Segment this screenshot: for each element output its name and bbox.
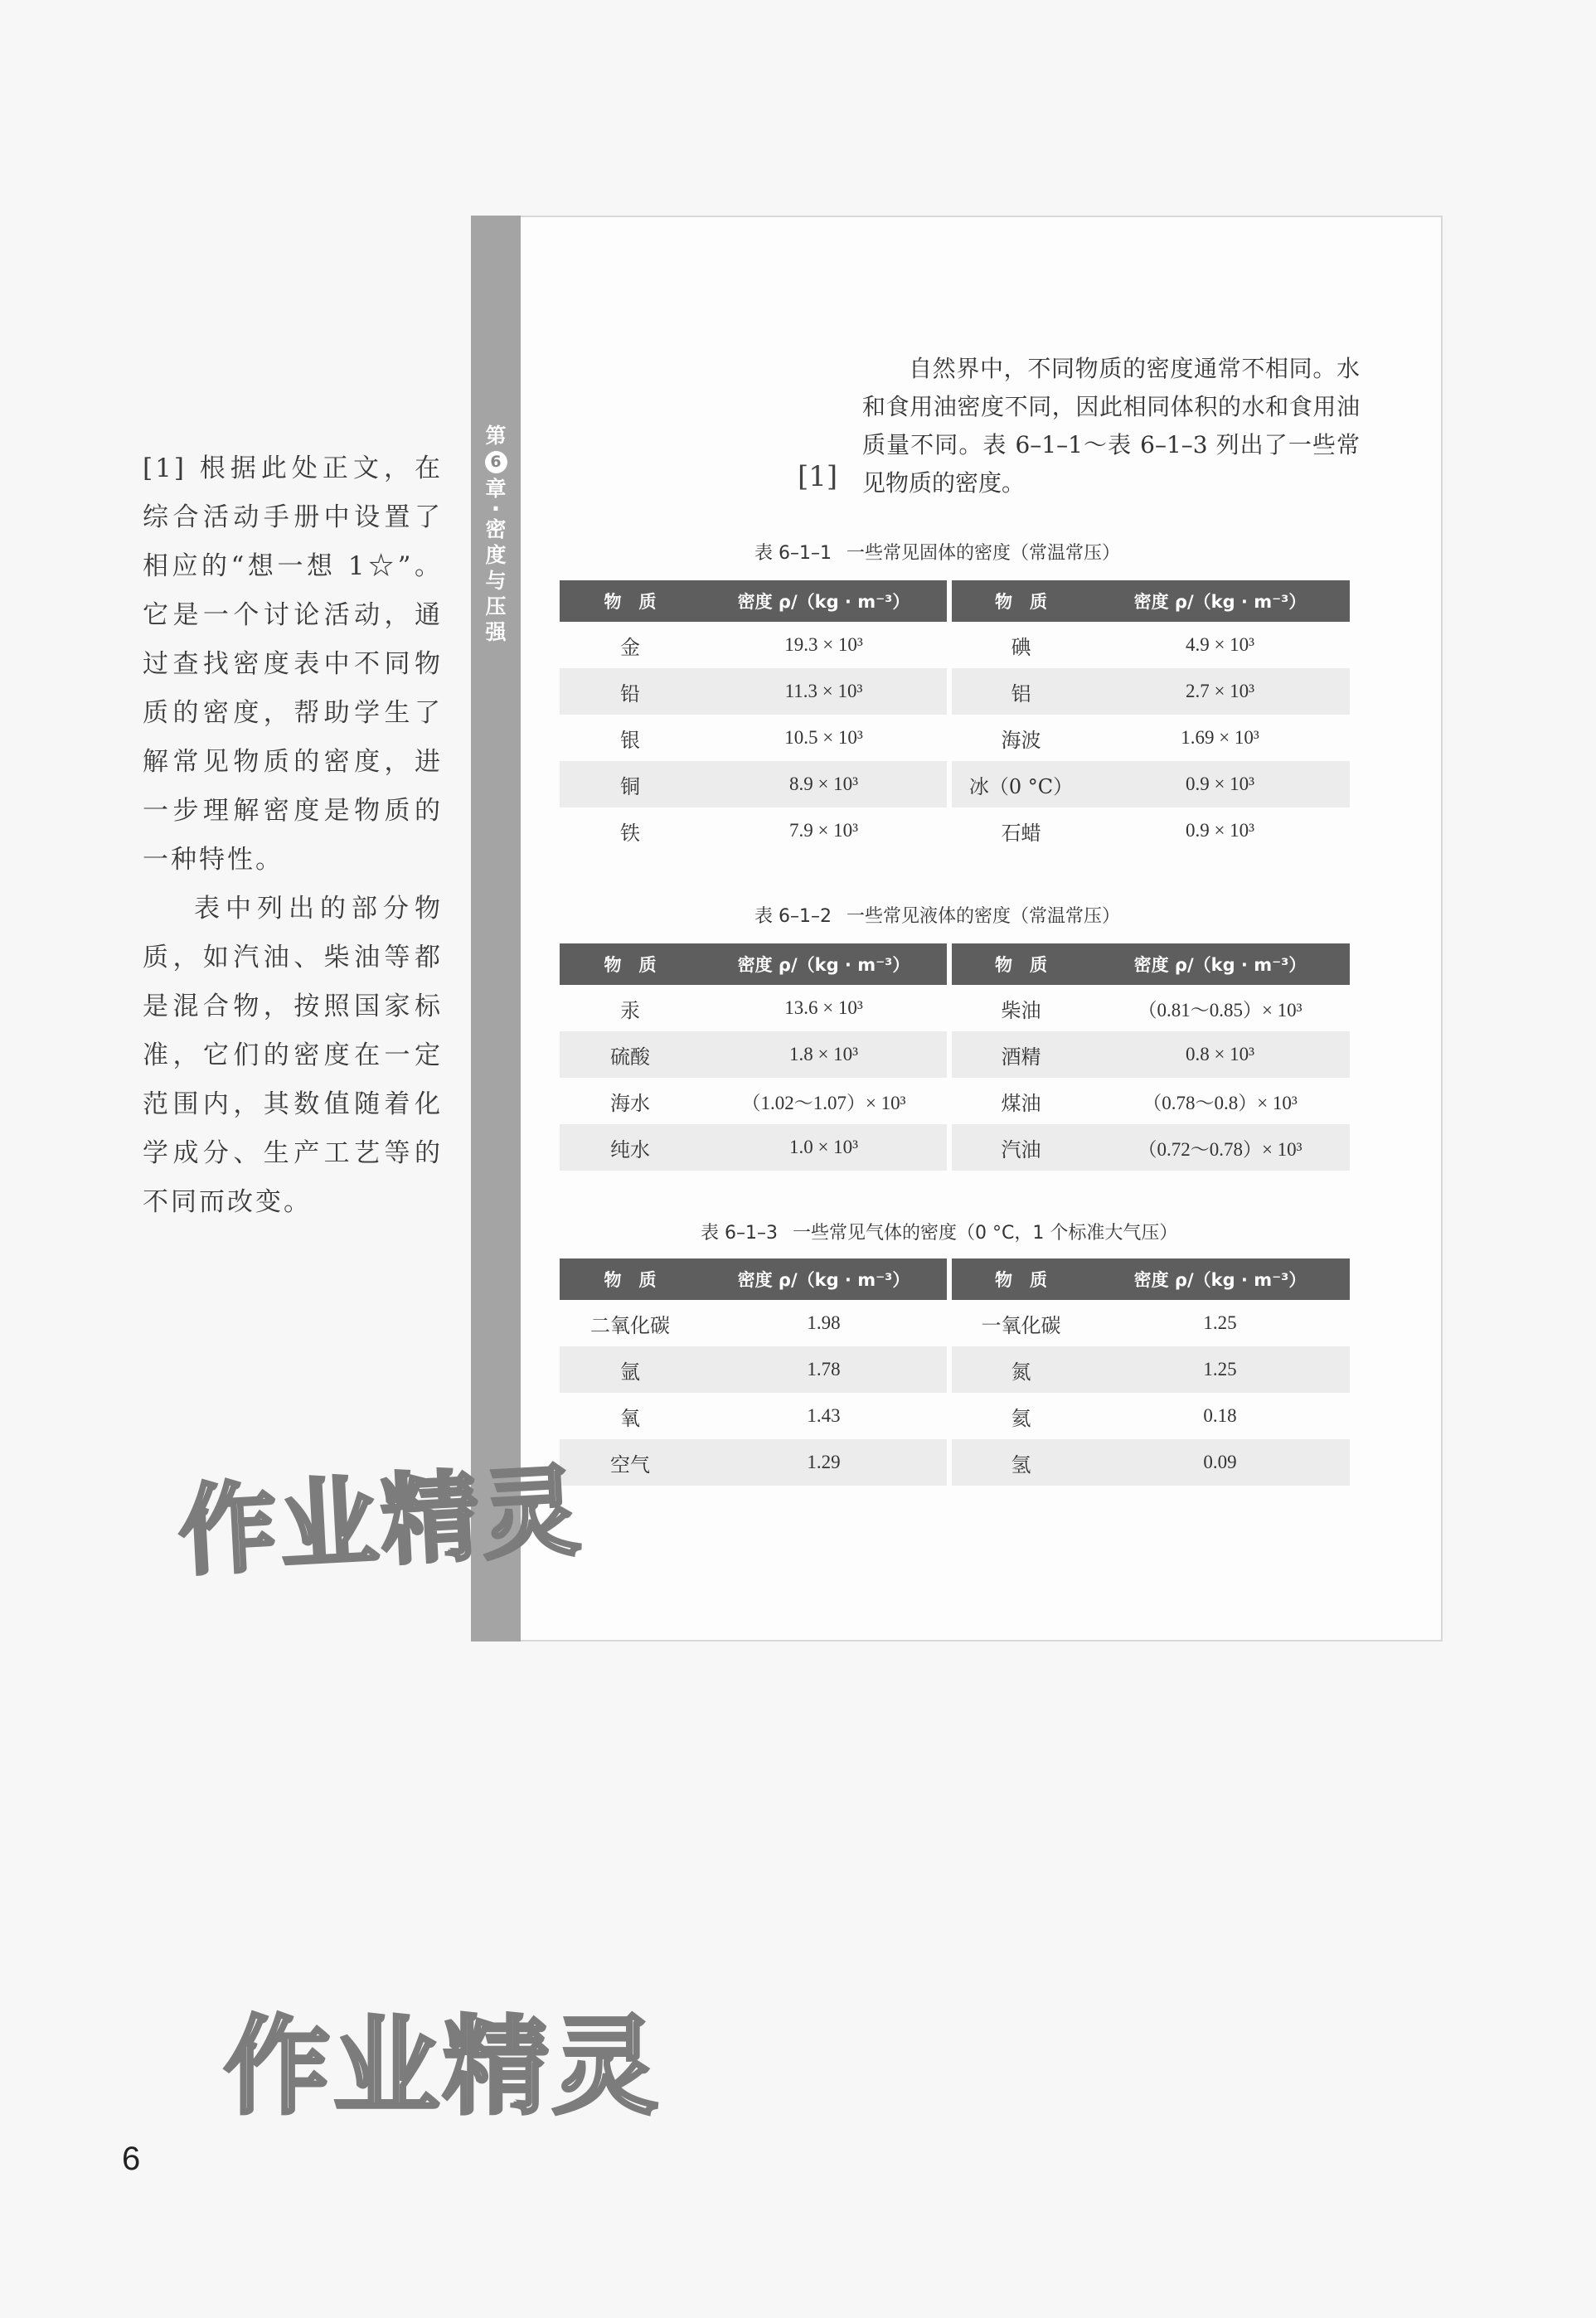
substance-cell: 纯水 [560, 1124, 701, 1171]
header-cell: 密度 ρ/（kg · m⁻³） [701, 580, 949, 622]
density-cell: （1.02～1.07）× 10³ [701, 1078, 949, 1124]
table-number: 表 6–1–3 [701, 1223, 778, 1244]
substance-cell: 氮 [949, 1346, 1090, 1393]
table-row [560, 715, 1350, 761]
substance-cell: 海波 [949, 715, 1090, 761]
header-cell: 密度 ρ/（kg · m⁻³） [1090, 580, 1350, 622]
density-cell: 13.6 × 10³ [701, 985, 949, 1031]
intro-paragraph [862, 350, 1360, 502]
density-cell: 0.8 × 10³ [1090, 1031, 1350, 1078]
table-header-row [560, 580, 1350, 622]
table-header-row [560, 943, 1350, 985]
table-row [560, 807, 1350, 854]
table-title: 一些常见液体的密度（常温常压） [847, 906, 1121, 927]
table-title: 一些常见气体的密度（0 °C，1 个标准大气压） [793, 1223, 1178, 1244]
table-row [560, 1300, 1350, 1346]
chapter-number-badge: 6 [485, 451, 507, 473]
substance-cell: 铅 [560, 668, 701, 715]
density-cell: 1.25 [1090, 1346, 1350, 1393]
substance-cell: 金 [560, 622, 701, 668]
table-number: 表 6–1–1 [754, 543, 832, 564]
density-cell: 1.25 [1090, 1300, 1350, 1346]
density-table-solids [560, 580, 1350, 854]
table-row [560, 622, 1350, 668]
density-cell: 0.9 × 10³ [1090, 807, 1350, 854]
chapter-title-c4: 压 [485, 594, 507, 618]
header-cell: 物 质 [560, 943, 701, 985]
table-caption-3 [701, 1219, 1177, 1244]
substance-cell: 银 [560, 715, 701, 761]
chapter-suffix: 章 [485, 477, 507, 501]
header-cell: 物 质 [560, 1258, 701, 1300]
substance-cell: 汞 [560, 985, 701, 1031]
density-cell: 1.0 × 10³ [701, 1124, 949, 1171]
density-cell: 10.5 × 10³ [701, 715, 949, 761]
table-number: 表 6–1–2 [754, 906, 832, 927]
density-cell: 0.9 × 10³ [1090, 761, 1350, 807]
density-cell: 0.09 [1090, 1439, 1350, 1486]
density-cell: 7.9 × 10³ [701, 807, 949, 854]
density-cell: 19.3 × 10³ [701, 622, 949, 668]
side-note-para-1: [1] 根据此处正文，在综合活动手册中设置了相应的“想一想 1☆”。它是一个讨论活动，通过查找密度表中不同物质的密度，帮助学生了解常见物质的密度，进一步理解密度是物质的一种特性。 [143, 453, 443, 875]
intro-text: 自然界中，不同物质的密度通常不相同。水和食用油密度不同，因此相同体积的水和食用油质量不同。表 6–1–1～表 6–1–3 列出了一些常见物质的密度。 [862, 355, 1360, 497]
substance-cell: 海水 [560, 1078, 701, 1124]
chapter-label [471, 423, 521, 645]
density-cell: 1.98 [701, 1300, 949, 1346]
substance-cell: 碘 [949, 622, 1090, 668]
substance-cell: 柴油 [949, 985, 1090, 1031]
table-row [560, 985, 1350, 1031]
substance-cell: 煤油 [949, 1078, 1090, 1124]
density-cell: （0.81～0.85）× 10³ [1090, 985, 1350, 1031]
density-cell: 1.8 × 10³ [701, 1031, 949, 1078]
density-cell: 1.69 × 10³ [1090, 715, 1350, 761]
chapter-title-c1: 密 [485, 517, 507, 541]
chapter-title-c5: 强 [485, 620, 507, 644]
side-note-para-2: 表中列出的部分物质，如汽油、柴油等都是混合物，按照国家标准，它们的密度在一定范围内，其数值随着化学成分、生产工艺等的不同而改变。 [143, 894, 443, 1217]
density-cell: 0.18 [1090, 1393, 1350, 1439]
table-row [560, 1439, 1350, 1486]
header-cell: 密度 ρ/（kg · m⁻³） [1090, 1258, 1350, 1300]
side-note [143, 444, 443, 1227]
chapter-separator: · [491, 495, 501, 522]
table-caption-2 [754, 902, 1120, 928]
table-caption-1 [754, 539, 1120, 565]
header-cell: 物 质 [949, 580, 1090, 622]
substance-cell: 氢 [949, 1439, 1090, 1486]
header-cell: 物 质 [949, 1258, 1090, 1300]
density-cell: 1.43 [701, 1393, 949, 1439]
table-header-row [560, 1258, 1350, 1300]
substance-cell: 氧 [560, 1393, 701, 1439]
density-cell: 11.3 × 10³ [701, 668, 949, 715]
substance-cell: 空气 [560, 1439, 701, 1486]
header-cell: 物 质 [949, 943, 1090, 985]
density-cell: 2.7 × 10³ [1090, 668, 1350, 715]
chapter-title-c2: 度 [485, 543, 507, 567]
substance-cell: 硫酸 [560, 1031, 701, 1078]
substance-cell: 二氧化碳 [560, 1300, 701, 1346]
header-cell: 物 质 [560, 580, 701, 622]
substance-cell: 一氧化碳 [949, 1300, 1090, 1346]
substance-cell: 石蜡 [949, 807, 1090, 854]
substance-cell: 铁 [560, 807, 701, 854]
header-cell: 密度 ρ/（kg · m⁻³） [701, 1258, 949, 1300]
density-cell: 1.78 [701, 1346, 949, 1393]
substance-cell: 铜 [560, 761, 701, 807]
table-row [560, 668, 1350, 715]
density-table-liquids [560, 943, 1350, 1171]
chapter-title-c3: 与 [485, 569, 507, 593]
substance-cell: 汽油 [949, 1124, 1090, 1171]
substance-cell: 氩 [560, 1346, 701, 1393]
header-cell: 密度 ρ/（kg · m⁻³） [701, 943, 949, 985]
table-row [560, 1124, 1350, 1171]
substance-cell: 酒精 [949, 1031, 1090, 1078]
substance-cell: 氦 [949, 1393, 1090, 1439]
density-table-gases [560, 1258, 1350, 1486]
header-cell: 密度 ρ/（kg · m⁻³） [1090, 943, 1350, 985]
density-cell: （0.72～0.78）× 10³ [1090, 1124, 1350, 1171]
table-row [560, 1346, 1350, 1393]
table-row [560, 761, 1350, 807]
density-cell: 4.9 × 10³ [1090, 622, 1350, 668]
substance-cell: 冰（0 °C） [949, 761, 1090, 807]
density-cell: 8.9 × 10³ [701, 761, 949, 807]
chapter-prefix: 第 [485, 424, 507, 448]
note-marker: [1] [798, 460, 838, 493]
density-cell: （0.78～0.8）× 10³ [1090, 1078, 1350, 1124]
substance-cell: 铝 [949, 668, 1090, 715]
table-title: 一些常见固体的密度（常温常压） [847, 543, 1121, 564]
page-number: 6 [122, 2141, 141, 2177]
table-row [560, 1031, 1350, 1078]
watermark-2: 作业精灵 [224, 2005, 662, 2129]
density-cell: 1.29 [701, 1439, 949, 1486]
watermark-1: 作业精灵 [176, 1453, 586, 1589]
table-row [560, 1078, 1350, 1124]
table-row [560, 1393, 1350, 1439]
